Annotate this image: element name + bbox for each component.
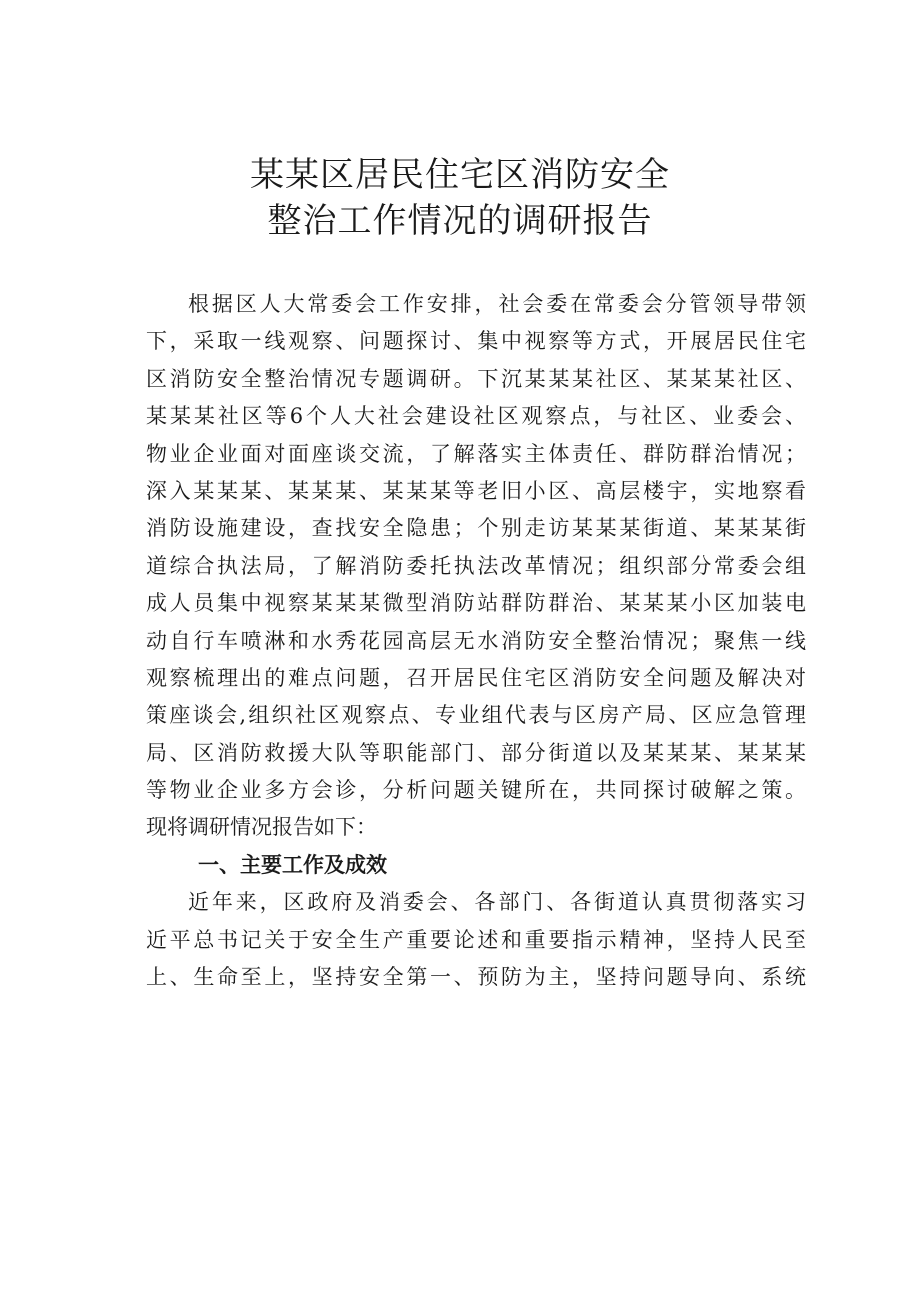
text-line: 动自行车喷淋和水秀花园高层无水消防安全整治情况；聚焦一线: [146, 628, 806, 653]
text-line: 上、生命至上，坚持安全第一、预防为主，坚持问题导向、系统: [146, 965, 806, 990]
text-line: 近年来，区政府及消委会、各部门、各街道认真贯彻落实习: [188, 890, 806, 915]
text-line: 道综合执法局，了解消防委托执法改革情况；组织部分常委会组: [146, 553, 806, 578]
title-line: 整治工作情况的调研报告: [267, 201, 653, 241]
text-line: 物业企业面对面座谈交流，了解落实主体责任、群防群治情况；: [146, 441, 806, 466]
text-line: 观察梳理出的难点问题，召开居民住宅区消防安全问题及解决对: [146, 665, 806, 690]
title-line: 某某区居民住宅区消防安全: [250, 155, 670, 195]
paragraph-intro: [146, 286, 806, 847]
text-line: 现将调研情况报告如下：: [146, 815, 377, 840]
text-line: 某某某社区等6个人大社会建设社区观察点，与社区、业委会、: [146, 404, 806, 429]
text-line: 策座谈会,组织社区观察点、专业组代表与区房产局、区应急管理: [146, 703, 806, 728]
text-line: 局、区消防救援大队等职能部门、部分街道以及某某某、某某某: [146, 740, 806, 765]
text-line: 等物业企业多方会诊，分析问题关键所在，共同探讨破解之策。: [146, 778, 806, 803]
text-line: 消防设施建设，查找安全隐患；个别走访某某某街道、某某某街: [146, 516, 806, 541]
text-line: 近平总书记关于安全生产重要论述和重要指示精神，坚持人民至: [146, 927, 806, 952]
text-line: 成人员集中视察某某某微型消防站群防群治、某某某小区加装电: [146, 591, 806, 616]
text-line: 根据区人大常委会工作安排，社会委在常委会分管领导带领: [188, 292, 806, 316]
paragraph-section1: [146, 884, 806, 996]
text-line: 区消防安全整治情况专题调研。下沉某某某社区、某某某社区、: [146, 366, 806, 391]
text-line: 下，采取一线观察、问题探讨、集中视察等方式，开展居民住宅: [146, 329, 806, 354]
text-line: 深入某某某、某某某、某某某等老旧小区、高层楼宇，实地察看: [146, 478, 806, 503]
document-body: [146, 286, 806, 996]
document-title: [0, 152, 920, 244]
section-heading: 一、主要工作及成效: [198, 852, 387, 877]
